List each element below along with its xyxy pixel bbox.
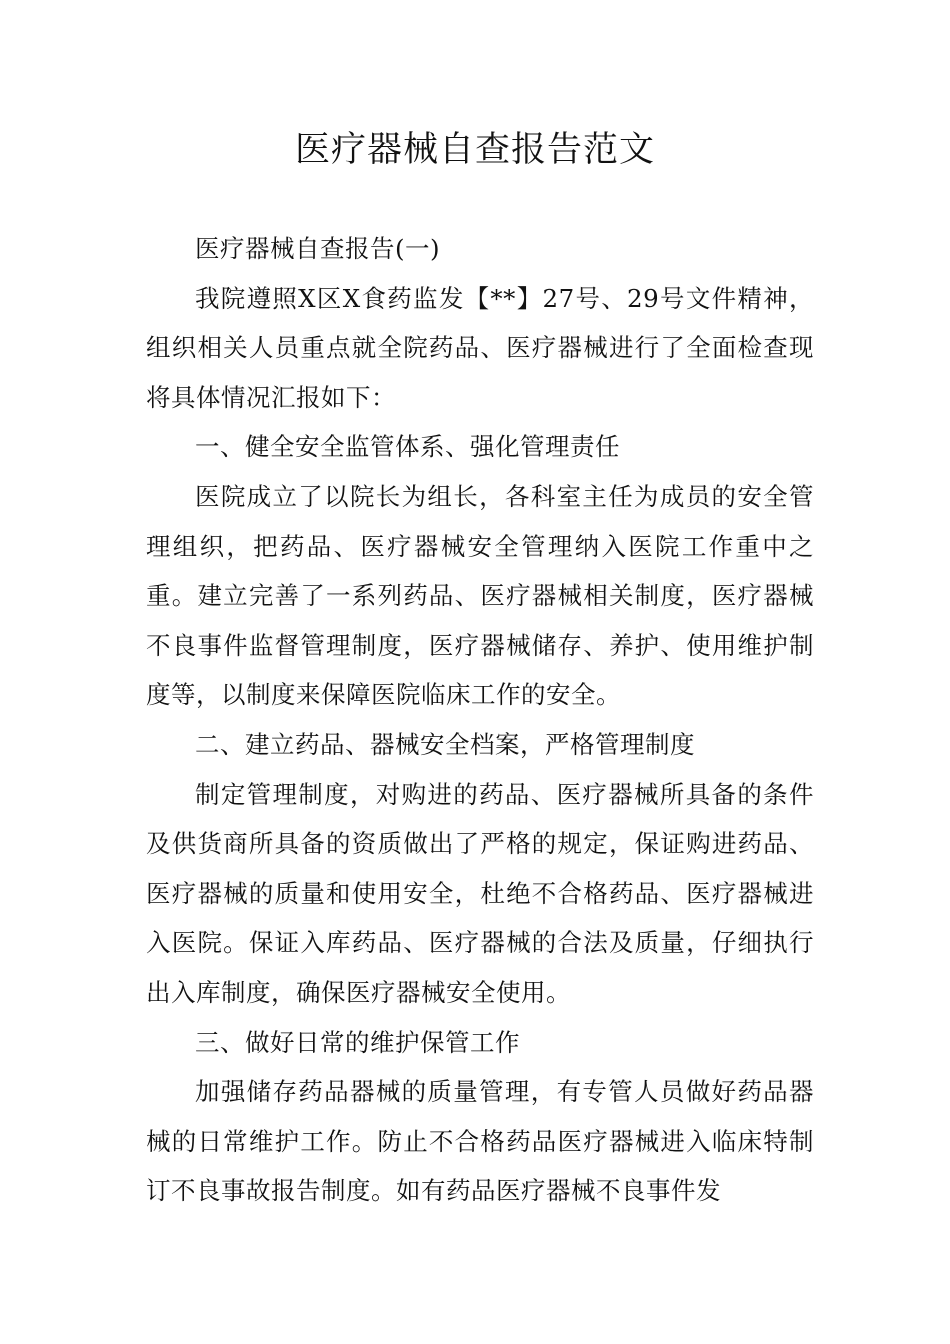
section-heading-3: 三、做好日常的维护保管工作 [195, 1027, 520, 1057]
document-title: 医疗器械自查报告范文 [294, 130, 655, 170]
paragraph-section-3: 加强储存药品器械的质量管理，有专管人员做好药品器械的日常维护工作。防止不合格药品医疗器械进入临床特制订不良事故报告制度。如有药品医疗器械不良事件发 [146, 1077, 814, 1206]
paragraph-intro: 我院遵照X区X食药监发【**】27号、29号文件精神，组织相关人员重点就全院药品、医疗器械进行了全面检查现将具体情况汇报如下： [146, 283, 814, 412]
paragraph-section-1: 医院成立了以院长为组长，各科室主任为成员的安全管理组织，把药品、医疗器械安全管理纳入医院工作重中之重。建立完善了一系列药品、医疗器械相关制度，医疗器械不良事件监督管理制度，医疗器械储存、养护、使用维护制度等，以制度来保障医院临床工作的安全。 [146, 481, 814, 710]
paragraph-subtitle: 医疗器械自查报告(一) [195, 234, 441, 263]
document-body [146, 224, 814, 1216]
paragraph-section-2: 制定管理制度，对购进的药品、医疗器械所具备的条件及供货商所具备的资质做出了严格的规定，保证购进药品、医疗器械的质量和使用安全，杜绝不合格药品、医疗器械进入医院。保证入库药品、医疗器械的合法及质量，仔细执行出入库制度，确保医疗器械安全使用。 [146, 779, 814, 1007]
section-heading-2: 二、建立药品、器械安全档案，严格管理制度 [195, 729, 695, 759]
section-heading-1: 一、健全安全监管体系、强化管理责任 [195, 432, 620, 462]
